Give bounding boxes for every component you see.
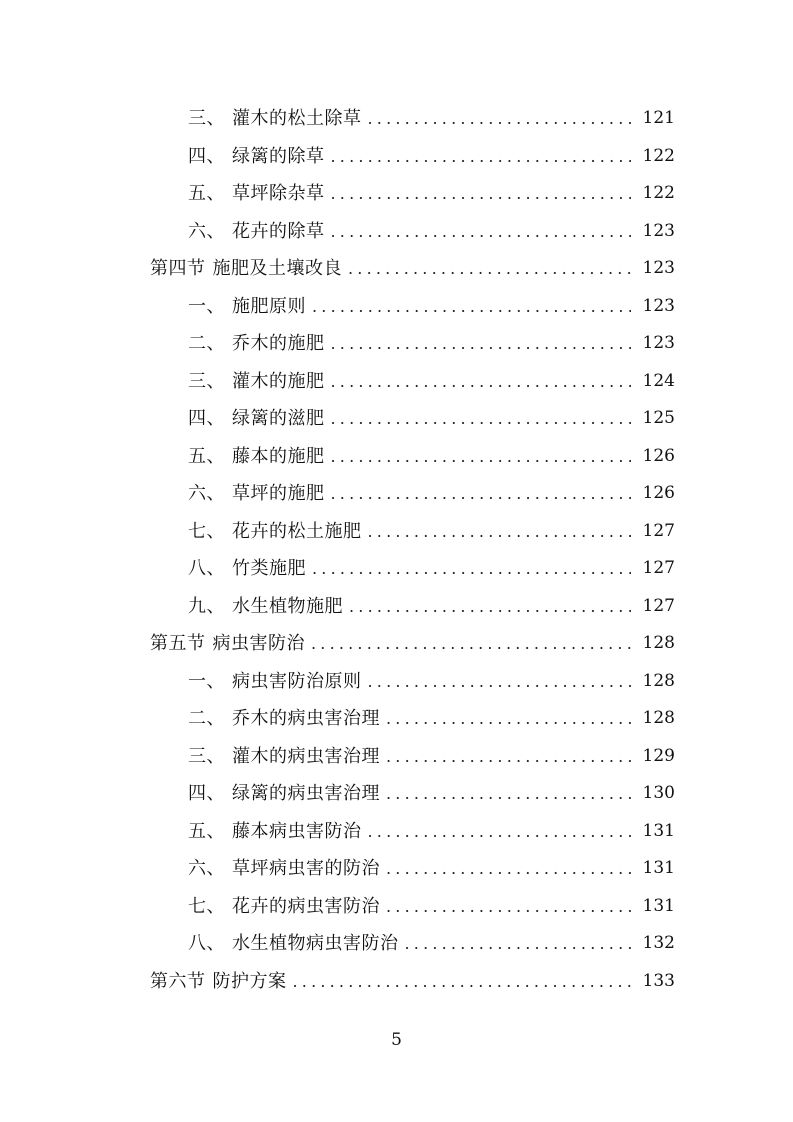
toc-entry-number: 八、 — [188, 558, 225, 579]
dot-leader — [368, 100, 632, 138]
dot-leader — [331, 400, 632, 438]
toc-entry-number: 第四节 — [150, 258, 206, 279]
toc-entry-title: 草坪除杂草 — [232, 183, 325, 204]
toc-entry-page: 123 — [642, 220, 675, 241]
toc-entry-page: 132 — [642, 933, 675, 953]
toc-entry-title: 乔木的施肥 — [232, 333, 325, 354]
toc-entry-title: 草坪病虫害的防治 — [232, 858, 380, 879]
toc-entry-number: 四、 — [188, 783, 225, 804]
toc-entry-page: 122 — [642, 145, 675, 166]
toc-entry-label — [150, 250, 342, 288]
toc-entry-page: 123 — [642, 295, 675, 316]
toc-entry-page: 128 — [642, 708, 675, 728]
toc-entry-page: 123 — [642, 258, 675, 278]
toc-entry-label — [188, 775, 380, 813]
toc-entry-page: 128 — [642, 670, 675, 691]
toc-entry-title: 水生植物病虫害防治 — [232, 933, 399, 954]
toc-entry[interactable] — [150, 213, 675, 251]
toc-entry[interactable] — [150, 325, 675, 363]
toc-section-entry[interactable] — [150, 963, 675, 1001]
toc-entry-title: 病虫害防治 — [212, 633, 305, 654]
toc-entry-number: 三、 — [188, 108, 225, 129]
toc-entry[interactable] — [150, 475, 675, 513]
toc-entry-label — [188, 850, 380, 888]
dot-leader — [368, 813, 632, 851]
toc-entry-label — [188, 738, 380, 776]
toc-entry-page: 121 — [642, 108, 675, 128]
toc-entry-label — [188, 550, 306, 588]
toc-entry-title: 绿篱的滋肥 — [232, 408, 325, 429]
toc-entry-label — [188, 100, 362, 138]
dot-leader — [311, 625, 631, 663]
dot-leader — [349, 588, 631, 626]
toc-entry-title: 水生植物施肥 — [232, 595, 343, 617]
dot-leader — [386, 700, 631, 738]
toc-entry-title: 竹类施肥 — [232, 558, 306, 579]
dot-leader — [386, 850, 631, 888]
toc-section-entry[interactable] — [150, 250, 675, 288]
toc-entry[interactable] — [150, 138, 675, 176]
toc-entry[interactable] — [150, 400, 675, 438]
toc-entry-label — [188, 138, 325, 176]
dot-leader — [331, 475, 632, 513]
toc-entry-number: 二、 — [188, 333, 225, 354]
toc-entry-number: 三、 — [188, 370, 225, 392]
toc-entry-number: 五、 — [188, 445, 225, 467]
dot-leader — [331, 363, 632, 401]
toc-entry[interactable] — [150, 588, 675, 626]
toc-entry[interactable] — [150, 850, 675, 888]
toc-entry[interactable] — [150, 363, 675, 401]
toc-entry-label — [188, 663, 362, 701]
toc-entry-page: 130 — [642, 783, 675, 803]
toc-entry-title: 绿篱的除草 — [232, 145, 325, 167]
toc-entry-label — [188, 363, 325, 401]
toc-entry-label — [188, 438, 325, 476]
toc-entry[interactable] — [150, 175, 675, 213]
toc-entry-number: 六、 — [188, 858, 225, 879]
toc-entry[interactable] — [150, 438, 675, 476]
toc-entry-title: 藤本的施肥 — [232, 445, 325, 467]
toc-entry-title: 绿篱的病虫害治理 — [232, 783, 380, 804]
toc-entry-number: 七、 — [188, 895, 225, 917]
toc-section-entry[interactable] — [150, 625, 675, 663]
dot-leader — [331, 438, 632, 476]
toc-entry-label — [188, 475, 325, 513]
toc-entry-page: 126 — [642, 445, 675, 466]
toc-entry-number: 六、 — [188, 483, 225, 504]
toc-entry[interactable] — [150, 550, 675, 588]
toc-entry-title: 灌木的病虫害治理 — [232, 745, 380, 767]
dot-leader — [293, 963, 632, 1001]
toc-entry[interactable] — [150, 738, 675, 776]
toc-entry-number: 一、 — [188, 670, 225, 692]
toc-entry-page: 123 — [642, 333, 675, 353]
toc-entry-page: 129 — [642, 745, 675, 766]
dot-leader — [348, 250, 631, 288]
toc-entry-page: 127 — [642, 520, 675, 541]
toc-entry-title: 防护方案 — [212, 970, 287, 992]
toc-entry-page: 128 — [642, 633, 675, 653]
toc-entry[interactable] — [150, 663, 675, 701]
toc-entry-label — [188, 925, 399, 963]
table-of-contents — [150, 100, 675, 1000]
toc-entry[interactable] — [150, 925, 675, 963]
toc-entry-number: 七、 — [188, 520, 225, 542]
toc-entry-number: 二、 — [188, 708, 225, 729]
toc-entry-label — [188, 288, 306, 326]
toc-entry[interactable] — [150, 775, 675, 813]
dot-leader — [405, 925, 632, 963]
toc-entry-number: 一、 — [188, 295, 225, 317]
dot-leader — [331, 325, 632, 363]
toc-entry-page: 125 — [642, 408, 675, 428]
dot-leader — [312, 288, 631, 326]
toc-entry[interactable] — [150, 288, 675, 326]
toc-entry-number: 五、 — [188, 183, 225, 204]
toc-entry-title: 灌木的松土除草 — [232, 108, 362, 129]
toc-entry-title: 草坪的施肥 — [232, 483, 325, 504]
toc-entry-label — [188, 175, 325, 213]
toc-entry-page: 127 — [642, 595, 675, 616]
toc-entry-label — [150, 963, 287, 1001]
dot-leader — [312, 550, 631, 588]
toc-entry-page: 126 — [642, 483, 675, 503]
toc-entry-label — [188, 700, 380, 738]
toc-entry-page: 127 — [642, 558, 675, 578]
toc-entry-title: 施肥及土壤改良 — [212, 258, 342, 279]
toc-entry-page: 131 — [642, 820, 675, 841]
toc-entry[interactable] — [150, 700, 675, 738]
dot-leader — [386, 775, 631, 813]
toc-entry-title: 病虫害防治原则 — [232, 670, 362, 692]
toc-entry-label — [188, 513, 362, 551]
toc-entry-page: 124 — [642, 370, 675, 391]
toc-entry-label — [188, 213, 325, 251]
dot-leader — [368, 663, 632, 701]
toc-entry[interactable] — [150, 813, 675, 851]
dot-leader — [386, 738, 631, 776]
toc-entry-number: 四、 — [188, 408, 225, 429]
toc-entry-number: 六、 — [188, 220, 225, 242]
toc-entry-number: 五、 — [188, 820, 225, 842]
toc-entry-title: 藤本病虫害防治 — [232, 820, 362, 842]
dot-leader — [386, 888, 631, 926]
toc-entry-number: 九、 — [188, 595, 225, 617]
dot-leader — [331, 175, 632, 213]
toc-entry-number: 四、 — [188, 145, 225, 167]
toc-entry-number: 第六节 — [150, 970, 206, 992]
toc-entry-number: 三、 — [188, 745, 225, 767]
toc-entry-label — [188, 400, 325, 438]
toc-entry-title: 施肥原则 — [232, 295, 306, 317]
toc-entry-title: 灌木的施肥 — [232, 370, 325, 392]
page-number: 5 — [391, 1030, 402, 1050]
toc-entry-label — [188, 888, 380, 926]
toc-entry[interactable] — [150, 888, 675, 926]
toc-entry-label — [150, 625, 305, 663]
dot-leader — [331, 138, 632, 176]
toc-entry-page: 133 — [642, 970, 675, 991]
toc-entry[interactable] — [150, 100, 675, 138]
toc-entry-title: 花卉的除草 — [232, 220, 325, 242]
dot-leader — [368, 513, 632, 551]
toc-entry-page: 131 — [642, 858, 675, 878]
toc-entry-title: 花卉的病虫害防治 — [232, 895, 380, 917]
toc-entry-number: 第五节 — [150, 633, 206, 654]
toc-entry-label — [188, 813, 362, 851]
toc-entry-label — [188, 588, 343, 626]
toc-entry[interactable] — [150, 513, 675, 551]
toc-entry-page: 131 — [642, 895, 675, 916]
toc-entry-title: 花卉的松土施肥 — [232, 520, 362, 542]
toc-entry-title: 乔木的病虫害治理 — [232, 708, 380, 729]
toc-entry-number: 八、 — [188, 933, 225, 954]
dot-leader — [331, 213, 632, 251]
toc-entry-label — [188, 325, 325, 363]
toc-entry-page: 122 — [642, 183, 675, 203]
